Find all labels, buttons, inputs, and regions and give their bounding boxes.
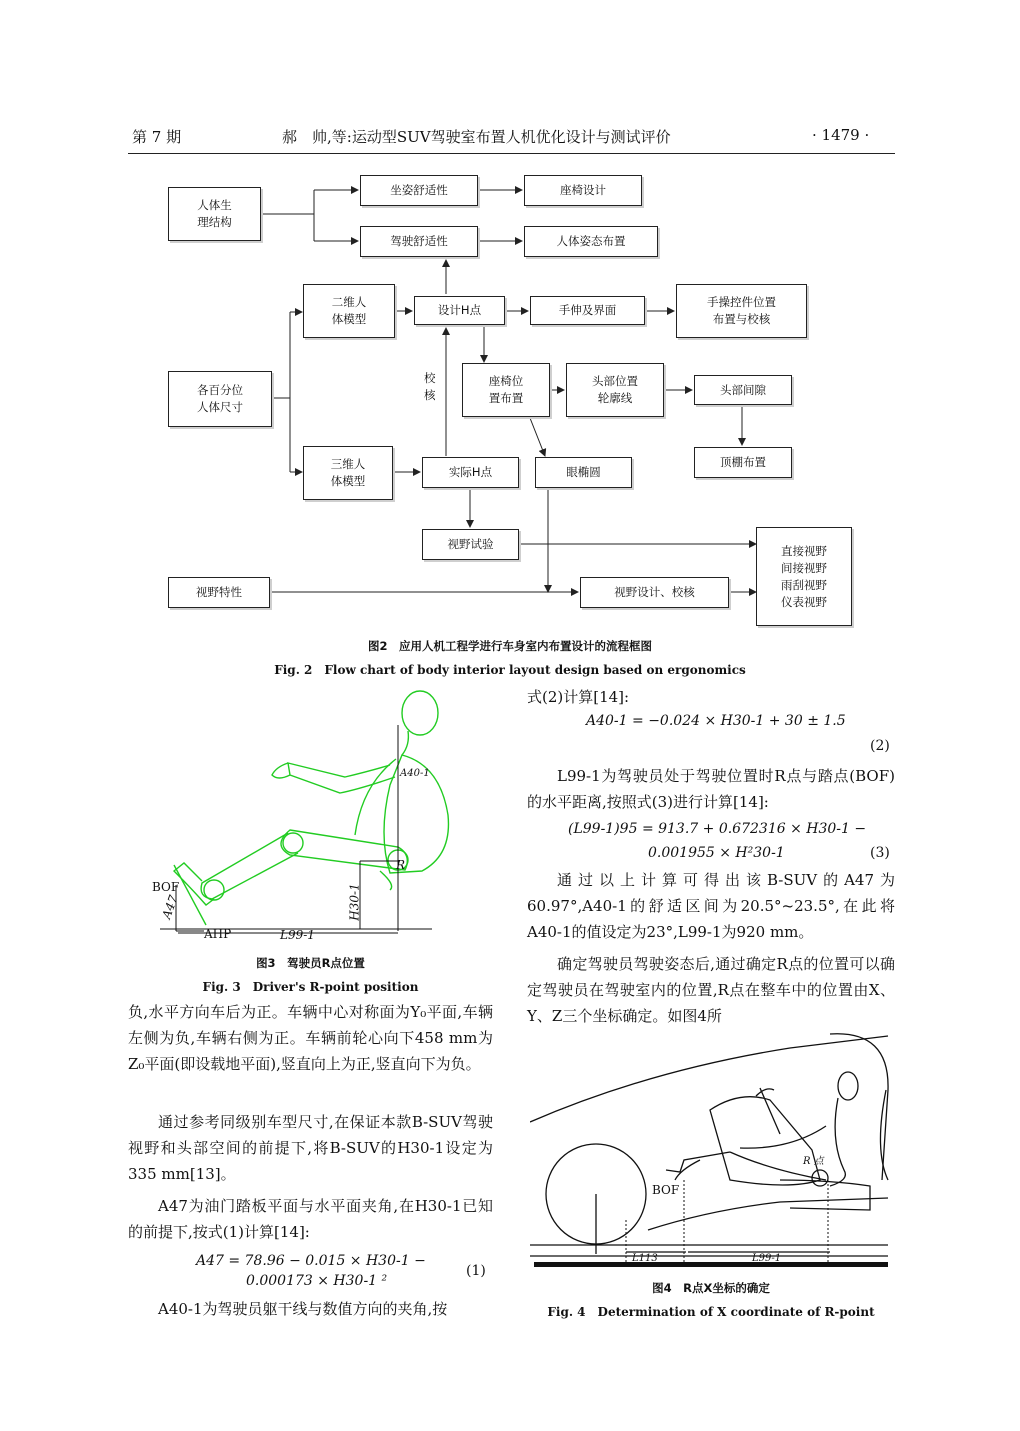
equation-1-line-1: A47 = 78.96 − 0.015 × H30-1 − — [196, 1253, 426, 1269]
box-head-clearance: 头部间隙 — [694, 375, 792, 405]
box-actual-h-point: 实际H点 — [422, 457, 519, 488]
box-roof-layout: 顶棚布置 — [694, 447, 792, 478]
right-para-1: 式(2)计算[14]: — [527, 688, 630, 706]
fig4-caption-cn: 图4 R点X坐标的确定 — [652, 1281, 770, 1295]
equation-3-line-1: (L99-1)95 = 913.7 + 0.672316 × H30-1 − — [568, 821, 867, 837]
fig4-caption-en: Fig. 4 Determination of X coordinate of R-point — [547, 1305, 875, 1319]
fig3-label-r: R — [396, 858, 406, 872]
box-seat-position: 座椅位 置布置 — [462, 363, 550, 417]
equation-3-number: (3) — [870, 845, 890, 861]
fig4-label-l99: L99-1 — [752, 1253, 782, 1264]
running-title: 郝 帅,等:运动型SUV驾驶室布置人机优化设计与测试评价 — [282, 128, 671, 146]
fig3-label-a47: A47 — [159, 893, 181, 921]
left-para-2: 通过参考同级别车型尺寸,在保证本款B-SUV驾驶视野和头部空间的前提下,将B-SUV的H30-1设定为335 mm[13]。 — [128, 1113, 493, 1183]
box-hand-reach: 手伸及界面 — [530, 296, 645, 325]
fig3-label-h30: H30-1 — [347, 883, 362, 921]
fig3-label-ahp: AHP — [204, 927, 232, 941]
fig3-caption-cn: 图3 驾驶员R点位置 — [256, 956, 365, 970]
fig2-caption-en: Fig. 2 Flow chart of body interior layout design based on ergonomics — [274, 663, 746, 677]
left-para-4: A40-1为驾驶员躯干线与数值方向的夹角,按 — [158, 1300, 448, 1318]
box-eyellipse: 眼椭圆 — [535, 457, 632, 488]
box-vision-test: 视野试验 — [422, 529, 519, 560]
fig4-drawing — [530, 1030, 890, 1275]
box-2d-model: 二维人 体模型 — [303, 284, 395, 338]
check-label: 校 核 — [424, 371, 436, 402]
fig3-label-a40: A40-1 — [400, 768, 430, 779]
box-driving-comfort: 驾驶舒适性 — [360, 226, 478, 257]
issue-number: 第 7 期 — [132, 128, 182, 146]
fig3-drawing — [140, 685, 490, 945]
box-vision-characteristics: 视野特性 — [168, 577, 270, 608]
fig2-caption-cn: 图2 应用人机工程学进行车身室内布置设计的流程框图 — [368, 639, 652, 653]
box-3d-model: 三维人 体模型 — [303, 446, 393, 500]
box-body-physiology: 人体生 理结构 — [168, 187, 261, 241]
box-seat-design: 座椅设计 — [524, 175, 642, 206]
equation-1-line-2: 0.000173 × H30-1 ² — [246, 1273, 388, 1289]
left-para-3: A47为油门踏板平面与水平面夹角,在H30-1已知的前提下,按式(1)计算[14]: — [128, 1197, 493, 1241]
box-posture-layout: 人体姿态布置 — [524, 226, 658, 257]
fig3-label-bof: BOF — [152, 880, 180, 894]
left-para-1: 负,水平方向车后为正。车辆中心对称面为Y₀平面,车辆左侧为负,车辆右侧为正。车辆前轮心向下458 mm为Z₀平面(即设载地平面),竖直向上为正,竖直向下为负。 — [128, 1003, 493, 1073]
right-para-2: L99-1为驾驶员处于驾驶位置时R点与踏点(BOF)的水平距离,按照式(3)进行计算[14]: — [527, 767, 895, 811]
box-sitting-comfort: 坐姿舒适性 — [360, 175, 478, 206]
box-design-h-point: 设计H点 — [414, 296, 505, 325]
fig4-label-r: R 点 — [803, 1156, 824, 1167]
equation-2-number: (2) — [870, 738, 890, 754]
equation-2: A40-1 = −0.024 × H30-1 + 30 ± 1.5 — [586, 713, 846, 729]
box-percentile-dimensions: 各百分位 人体尺寸 — [168, 371, 272, 427]
page-number: · 1479 · — [812, 126, 870, 144]
right-para-4: 确定驾驶员驾驶姿态后,通过确定R点的位置可以确定驾驶员在驾驶室内的位置,R点在整车中的位置由X、Y、Z三个坐标确定。如图4所 — [527, 955, 895, 1025]
equation-1-number: (1) — [466, 1263, 486, 1279]
box-vision-types: 直接视野 间接视野 雨刮视野 仪表视野 — [756, 527, 852, 626]
fig4-label-bof: BOF — [652, 1183, 680, 1197]
fig4-label-l113: L113 — [632, 1253, 658, 1264]
right-para-3: 通过以上计算可得出该B-SUV的A47为60.97°,A40-1的舒适区间为20.5°~23.5°,在此将A40-1的值设定为23°,L99-1为920 mm。 — [527, 871, 895, 941]
equation-3-line-2: 0.001955 × H²30-1 — [648, 845, 785, 861]
fig3-caption-en: Fig. 3 Driver's R-point position — [202, 980, 419, 994]
box-head-contour: 头部位置 轮廓线 — [566, 363, 664, 417]
box-hand-controls: 手操控件位置 布置与校核 — [676, 284, 807, 338]
fig3-label-l99: L99-1 — [280, 928, 315, 942]
box-vision-design: 视野设计、校核 — [580, 577, 729, 608]
